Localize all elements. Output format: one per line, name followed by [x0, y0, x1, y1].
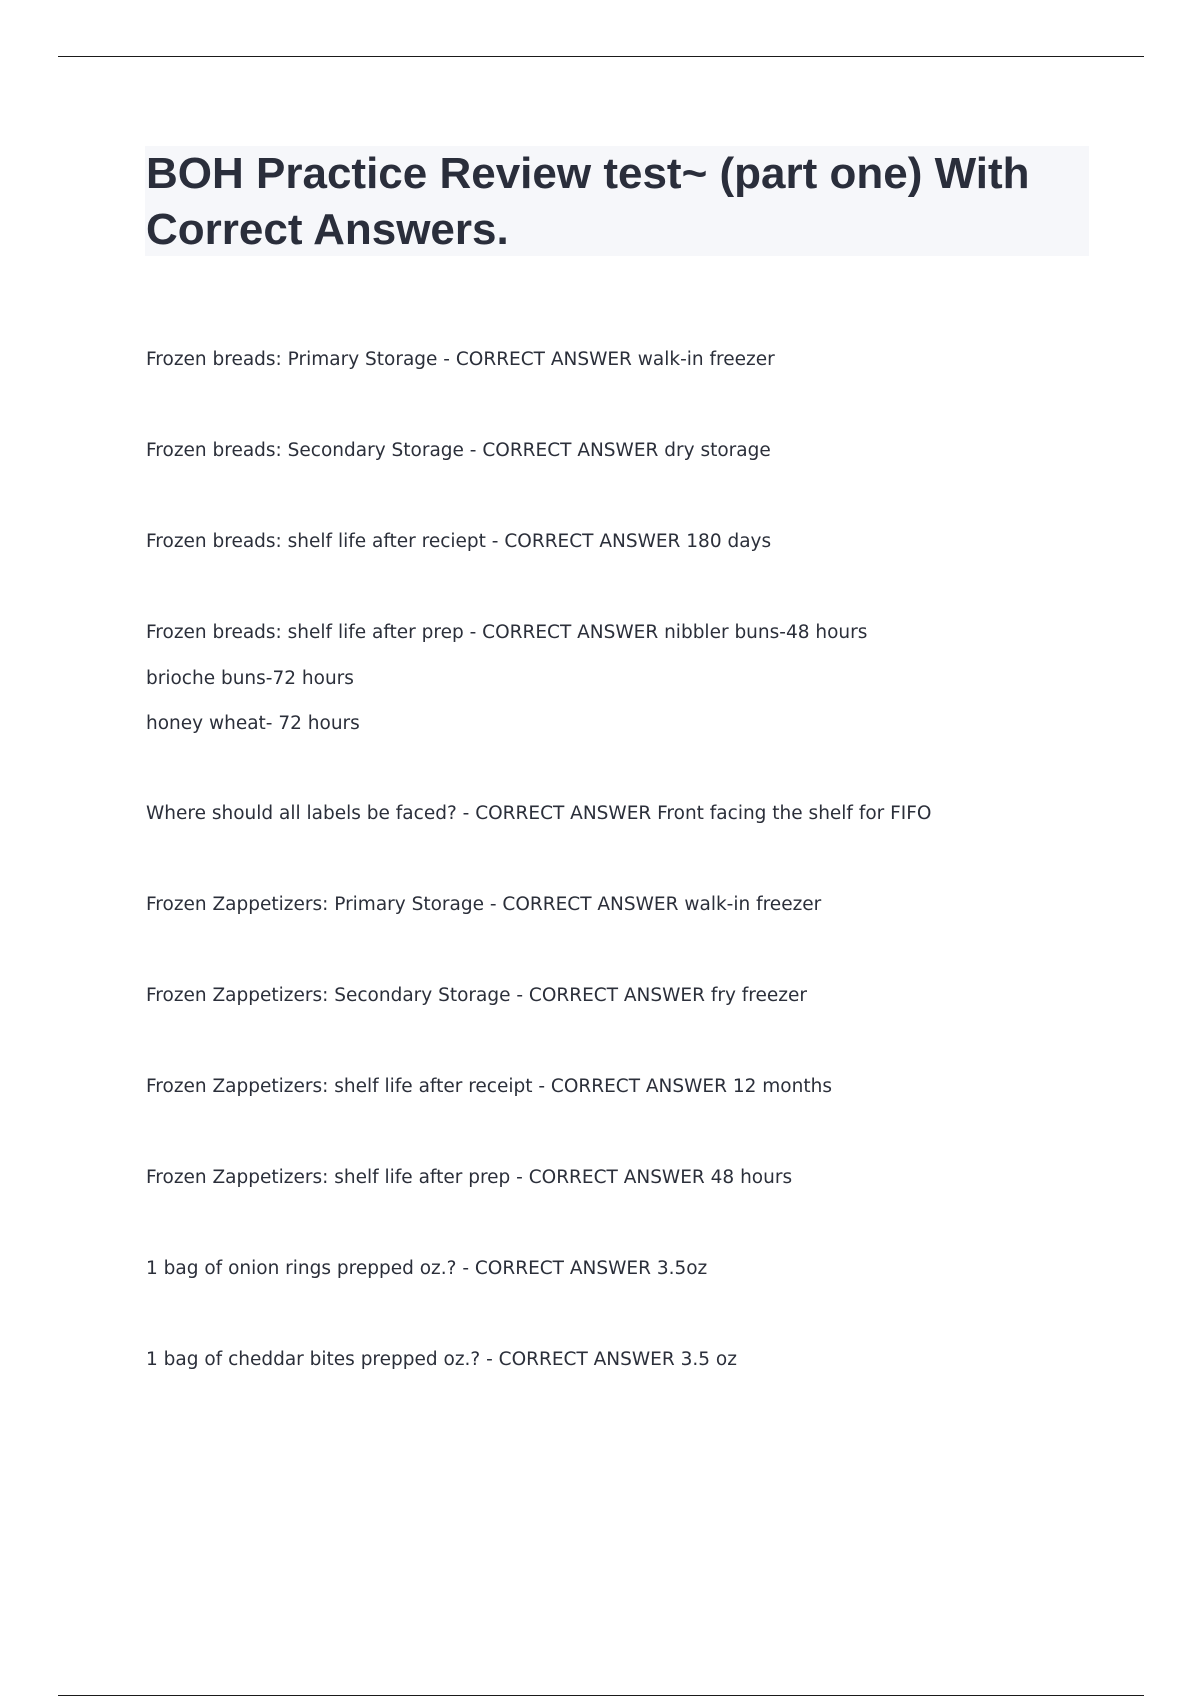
- answer-continuation-line: brioche buns-72 hours: [146, 668, 354, 689]
- answer-continuation-line: honey wheat- 72 hours: [146, 713, 360, 734]
- document-title: BOH Practice Review test~ (part one) With Correct Answers.: [146, 149, 1030, 254]
- question-answer-10: 1 bag of onion rings prepped oz.? - CORRECT ANSWER 3.5oz: [146, 1258, 708, 1279]
- question-answer-1: Frozen breads: Primary Storage - CORRECT ANSWER walk-in freezer: [146, 349, 775, 370]
- question-answer-8: Frozen Zappetizers: shelf life after receipt - CORRECT ANSWER 12 months: [146, 1076, 832, 1097]
- question-answer-2: Frozen breads: Secondary Storage - CORRECT ANSWER dry storage: [146, 440, 771, 461]
- question-answer-9: Frozen Zappetizers: shelf life after prep - CORRECT ANSWER 48 hours: [146, 1167, 793, 1188]
- question-answer-5: Where should all labels be faced? - CORRECT ANSWER Front facing the shelf for FIFO: [146, 803, 932, 824]
- header-rule: [58, 56, 1144, 57]
- question-answer-3: Frozen breads: shelf life after reciept - CORRECT ANSWER 180 days: [146, 531, 772, 552]
- footer-rule: [58, 1695, 1144, 1696]
- question-answer-4: Frozen breads: shelf life after prep - CORRECT ANSWER nibbler buns-48 hours: [146, 622, 868, 643]
- question-answer-7: Frozen Zappetizers: Secondary Storage - CORRECT ANSWER fry freezer: [146, 985, 807, 1006]
- question-answer-6: Frozen Zappetizers: Primary Storage - CORRECT ANSWER walk-in freezer: [146, 894, 822, 915]
- question-answer-11: 1 bag of cheddar bites prepped oz.? - CORRECT ANSWER 3.5 oz: [146, 1349, 737, 1370]
